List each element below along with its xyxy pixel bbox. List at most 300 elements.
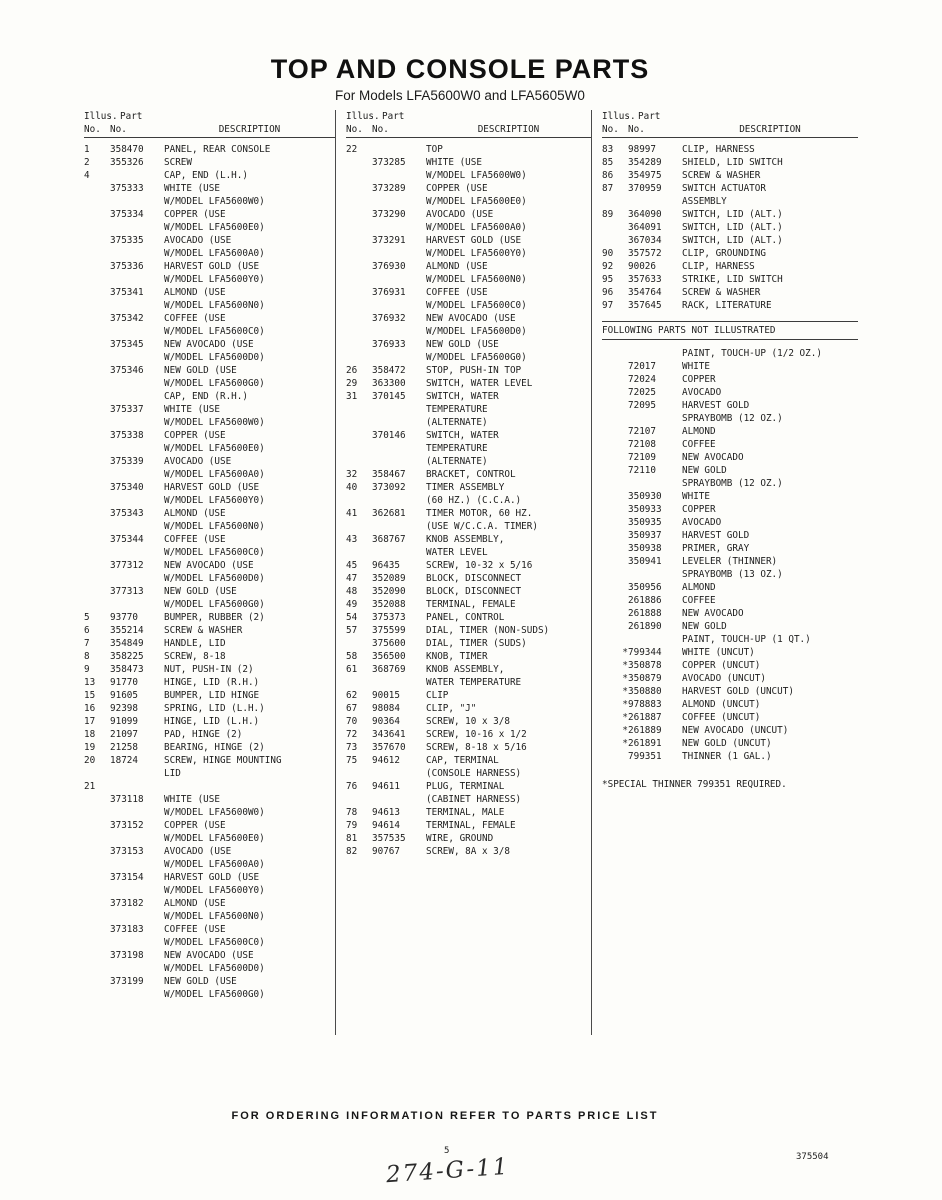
illus-number: [84, 494, 110, 507]
table-row: [84, 169, 335, 182]
illus-number: 54: [346, 612, 358, 623]
table-row: [346, 598, 591, 611]
table-row: [84, 559, 335, 572]
parts-columns: [84, 110, 858, 1035]
column-header-row-1: [346, 110, 591, 123]
illus-number: [346, 182, 372, 195]
part-description: W/MODEL LFA5600A0): [164, 248, 265, 259]
table-row: [84, 273, 335, 286]
illus-number: 57: [346, 625, 358, 636]
illus-number: 31: [346, 391, 358, 402]
part-number: [628, 568, 682, 581]
part-description: COPPER: [682, 504, 716, 515]
part-number: [110, 377, 164, 390]
part-description: W/MODEL LFA5600Y0): [164, 495, 265, 506]
illus-number: [602, 568, 628, 581]
part-number: 377312: [110, 560, 144, 571]
part-number: 91099: [110, 716, 138, 727]
part-number: 370145: [372, 391, 406, 402]
part-description: COPPER (USE: [164, 430, 226, 441]
table-row: [602, 260, 858, 273]
illus-number: 96: [602, 287, 614, 298]
illus-number: [84, 923, 110, 936]
part-number: 375334: [110, 209, 144, 220]
part-number: 376932: [372, 313, 406, 324]
part-description: W/MODEL LFA5600E0): [164, 443, 265, 454]
part-description: W/MODEL LFA5600N0): [164, 300, 265, 311]
illus-number: [84, 481, 110, 494]
part-description: HINGE, LID (R.H.): [164, 677, 260, 688]
part-number: 375337: [110, 404, 144, 415]
part-description: SCREW, 8A x 3/8: [426, 846, 510, 857]
part-description: (CONSOLE HARNESS): [426, 768, 522, 779]
table-row: [84, 494, 335, 507]
illus-number: [602, 234, 628, 247]
part-number: [110, 494, 164, 507]
illus-number: 47: [346, 573, 358, 584]
table-row: [346, 663, 591, 676]
document-header: [0, 54, 920, 103]
illus-number: 17: [84, 716, 96, 727]
part-description: (USE W/C.C.A. TIMER): [426, 521, 538, 532]
part-description: CAP, TERMINAL: [426, 755, 499, 766]
part-description: PANEL, REAR CONSOLE: [164, 144, 271, 155]
illus-number: 1: [84, 144, 90, 155]
part-description: NEW AVOCADO (UNCUT): [682, 725, 789, 736]
table-row: [84, 923, 335, 936]
table-row: [602, 360, 858, 373]
part-description: HARVEST GOLD (UNCUT): [682, 686, 794, 697]
parts-column-2: [335, 110, 591, 1035]
illus-number: [84, 208, 110, 221]
illus-number: [84, 767, 110, 780]
table-row: [602, 438, 858, 451]
part-number: 373285: [372, 157, 406, 168]
part-number: [372, 520, 426, 533]
part-description: ALMOND: [682, 582, 716, 593]
table-row: [84, 390, 335, 403]
part-description: (ALTERNATE): [426, 456, 488, 467]
part-number: 375599: [372, 625, 406, 636]
part-description: BEARING, HINGE (2): [164, 742, 265, 753]
illus-number: 26: [346, 365, 358, 376]
table-row: [346, 247, 591, 260]
part-description: COPPER (USE: [426, 183, 488, 194]
illus-number: [346, 494, 372, 507]
table-row: [602, 221, 858, 234]
table-row: [602, 672, 858, 685]
table-row: [346, 351, 591, 364]
table-row: [602, 412, 858, 425]
part-description: HARVEST GOLD: [682, 530, 750, 541]
part-number: [372, 793, 426, 806]
table-row: [346, 780, 591, 793]
table-row: [84, 871, 335, 884]
part-number: 72025: [628, 387, 656, 398]
table-row: [346, 481, 591, 494]
illus-number: 6: [84, 625, 90, 636]
table-row: [84, 260, 335, 273]
table-row: [84, 403, 335, 416]
part-description: AVOCADO (UNCUT): [682, 673, 766, 684]
part-number: 373289: [372, 183, 406, 194]
part-description: PAINT, TOUCH-UP (1 QT.): [682, 634, 811, 645]
part-number: [372, 546, 426, 559]
illus-number: [84, 858, 110, 871]
part-number: *261887: [622, 712, 662, 723]
part-number: [110, 858, 164, 871]
parts-rows: [602, 143, 858, 791]
part-number: 350935: [628, 517, 662, 528]
part-number: 90364: [372, 716, 400, 727]
column-header-row-2: [84, 123, 335, 136]
part-header-label: Part: [120, 111, 143, 122]
table-row: [84, 793, 335, 806]
part-description: W/MODEL LFA5600Y0): [164, 274, 265, 285]
parts-column-1: [84, 110, 335, 1035]
part-description: W/MODEL LFA5600C0): [164, 937, 265, 948]
table-row: [602, 451, 858, 464]
illus-number: [346, 195, 372, 208]
table-row: [346, 390, 591, 403]
part-description: DIAL, TIMER (SUDS): [426, 638, 527, 649]
table-row: [602, 542, 858, 555]
illus-number: 41: [346, 508, 358, 519]
part-number: [372, 494, 426, 507]
part-description: AVOCADO (USE: [426, 209, 494, 220]
table-row: [346, 741, 591, 754]
table-row: [602, 299, 858, 312]
illus-number: 92: [602, 261, 614, 272]
table-row: [84, 806, 335, 819]
table-row: [602, 286, 858, 299]
part-description: THINNER (1 GAL.): [682, 751, 772, 762]
table-row: [346, 650, 591, 663]
part-description: AVOCADO (USE: [164, 846, 232, 857]
illus-number: 76: [346, 781, 358, 792]
illus-number: 86: [602, 170, 614, 181]
table-row: [84, 702, 335, 715]
table-row: [602, 594, 858, 607]
part-number: 375373: [372, 612, 406, 623]
table-row: [346, 195, 591, 208]
part-number: 373183: [110, 924, 144, 935]
part-description: SCREW, HINGE MOUNTING: [164, 755, 282, 766]
page-title: TOP AND CONSOLE PARTS: [270, 54, 650, 84]
table-row: [346, 429, 591, 442]
illus-number: [602, 425, 628, 438]
illus-number: [84, 936, 110, 949]
part-description: AVOCADO (USE: [164, 456, 232, 467]
part-number: 21258: [110, 742, 138, 753]
part-description: SPRAYBOMB (12 OZ.): [682, 413, 783, 424]
illus-number: [602, 464, 628, 477]
part-description: COPPER (USE: [164, 820, 226, 831]
table-row: [346, 169, 591, 182]
table-row: [84, 676, 335, 689]
illus-number: [84, 390, 110, 403]
part-number: [110, 936, 164, 949]
part-number: 352090: [372, 586, 406, 597]
part-description: KNOB ASSEMBLY,: [426, 664, 505, 675]
table-row: [84, 208, 335, 221]
table-row: [602, 698, 858, 711]
table-row: [346, 533, 591, 546]
table-row: [602, 724, 858, 737]
part-number: [628, 195, 682, 208]
column-header-row-1: [602, 110, 858, 123]
table-row: [346, 611, 591, 624]
part-number: 375345: [110, 339, 144, 350]
part-number: 21097: [110, 729, 138, 740]
ordering-note: FOR ORDERING INFORMATION REFER TO PARTS PRICE LIST: [231, 1110, 659, 1122]
table-row: [346, 273, 591, 286]
page-subtitle: For Models LFA5600W0 and LFA5605W0: [335, 88, 585, 103]
part-number: 375333: [110, 183, 144, 194]
part-description: ALMOND (USE: [164, 287, 226, 298]
part-number: 357670: [372, 742, 406, 753]
part-number: 373290: [372, 209, 406, 220]
part-number: 370146: [372, 430, 406, 441]
table-row: [84, 286, 335, 299]
part-description: W/MODEL LFA5600D0): [164, 352, 265, 363]
part-description: COPPER (UNCUT): [682, 660, 761, 671]
table-row: [346, 494, 591, 507]
illus-number: 82: [346, 846, 358, 857]
illus-number: [346, 793, 372, 806]
table-row: [346, 767, 591, 780]
illus-header-label: Illus.: [84, 111, 118, 122]
illus-number: 58: [346, 651, 358, 662]
table-row: [84, 195, 335, 208]
part-number: 72017: [628, 361, 656, 372]
table-row: [84, 858, 335, 871]
illus-number: [346, 767, 372, 780]
part-number: *799344: [622, 647, 662, 658]
illus-number: 89: [602, 209, 614, 220]
illus-number: [346, 156, 372, 169]
illus-number: 43: [346, 534, 358, 545]
illus-number: [346, 286, 372, 299]
illus-number: 87: [602, 183, 614, 194]
table-row: [84, 611, 335, 624]
illus-number: [602, 451, 628, 464]
part-number: 367034: [628, 235, 662, 246]
table-row: [602, 425, 858, 438]
part-number: 368767: [372, 534, 406, 545]
part-description: COPPER (USE: [164, 209, 226, 220]
table-row: [84, 221, 335, 234]
part-number: 355214: [110, 625, 144, 636]
part-number: 368769: [372, 664, 406, 675]
illus-number: 81: [346, 833, 358, 844]
table-row: [602, 273, 858, 286]
illus-number: [346, 351, 372, 364]
part-description: NEW GOLD (UNCUT): [682, 738, 772, 749]
part-description: W/MODEL LFA5600E0): [164, 833, 265, 844]
illus-number: [346, 520, 372, 533]
part-description: ALMOND: [682, 426, 716, 437]
part-number: [110, 780, 164, 793]
illus-number: [84, 793, 110, 806]
part-description: SWITCH, LID (ALT.): [682, 209, 783, 220]
part-description: PANEL, CONTROL: [426, 612, 505, 623]
illus-number: [346, 637, 372, 650]
illus-number: [84, 403, 110, 416]
column-header-row-2: [346, 123, 591, 136]
illus-number: [602, 412, 628, 425]
table-row: [84, 156, 335, 169]
illus-number: [84, 819, 110, 832]
part-number: 350930: [628, 491, 662, 502]
illus-number: [84, 312, 110, 325]
part-description: HARVEST GOLD (USE: [164, 872, 260, 883]
part-description: CLIP, HARNESS: [682, 144, 755, 155]
part-number: 357572: [628, 248, 662, 259]
table-row: [602, 581, 858, 594]
part-number: 373118: [110, 794, 144, 805]
table-row: [602, 208, 858, 221]
part-number: 376933: [372, 339, 406, 350]
part-description: W/MODEL LFA5600E0): [426, 196, 527, 207]
illus-number: [346, 208, 372, 221]
part-description: LID: [164, 768, 181, 779]
illus-number: [346, 299, 372, 312]
part-number: [372, 143, 426, 156]
illus-number: [346, 312, 372, 325]
part-number: 90026: [628, 261, 656, 272]
part-number: [372, 299, 426, 312]
part-description: COFFEE: [682, 595, 716, 606]
table-row: [602, 464, 858, 477]
part-number: 94613: [372, 807, 400, 818]
part-description: CAP, END (R.H.): [164, 391, 248, 402]
table-row: [84, 455, 335, 468]
part-description: W/MODEL LFA5600A0): [164, 859, 265, 870]
part-number: [110, 169, 164, 182]
table-row: [84, 338, 335, 351]
table-row: [602, 568, 858, 581]
part-description: TEMPERATURE: [426, 443, 488, 454]
table-row: [346, 845, 591, 858]
part-description: HINGE, LID (L.H.): [164, 716, 260, 727]
table-row: [84, 234, 335, 247]
part-description: TIMER ASSEMBLY: [426, 482, 505, 493]
table-row: [346, 325, 591, 338]
illus-number: 15: [84, 690, 96, 701]
parts-rows: [84, 143, 335, 1001]
illus-number: [84, 442, 110, 455]
part-description: ALMOND (USE: [426, 261, 488, 272]
part-description: (60 HZ.) (C.C.A.): [426, 495, 522, 506]
illus-number: 8: [84, 651, 90, 662]
table-row: [346, 702, 591, 715]
part-number: *350880: [622, 686, 662, 697]
table-row: [84, 598, 335, 611]
part-number: 358470: [110, 144, 144, 155]
part-number: 354764: [628, 287, 662, 298]
illus-number: [602, 607, 628, 620]
table-row: [84, 546, 335, 559]
column-header-row-2: [602, 123, 858, 136]
table-row: [346, 286, 591, 299]
table-row: [346, 299, 591, 312]
section-header-not-illustrated: FOLLOWING PARTS NOT ILLUSTRATED: [602, 321, 858, 340]
table-row: [346, 260, 591, 273]
illus-number: [602, 373, 628, 386]
illus-number: [346, 273, 372, 286]
part-description: SPRAYBOMB (12 OZ.): [682, 478, 783, 489]
illus-number: [84, 949, 110, 962]
table-row: [84, 429, 335, 442]
illus-number: [84, 520, 110, 533]
parts-column-3: [591, 110, 858, 1035]
illus-number: [346, 416, 372, 429]
part-description: SCREW, 10-16 x 1/2: [426, 729, 527, 740]
part-description: TIMER MOTOR, 60 HZ.: [426, 508, 533, 519]
part-description: SPRING, LID (L.H.): [164, 703, 265, 714]
part-number: 350941: [628, 556, 662, 567]
part-number: 72024: [628, 374, 656, 385]
part-number: [372, 169, 426, 182]
table-row: [84, 715, 335, 728]
illus-number: 79: [346, 820, 358, 831]
illus-number: 20: [84, 755, 96, 766]
table-row: [602, 195, 858, 208]
table-row: [602, 234, 858, 247]
part-description: W/MODEL LFA5600G0): [164, 599, 265, 610]
table-row: [346, 520, 591, 533]
illus-number: [602, 195, 628, 208]
part-number: 98084: [372, 703, 400, 714]
part-number: 72107: [628, 426, 656, 437]
part-description: LEVELER (THINNER): [682, 556, 778, 567]
part-number: [110, 442, 164, 455]
part-description: ALMOND (UNCUT): [682, 699, 761, 710]
illus-number: [84, 377, 110, 390]
part-number: [110, 247, 164, 260]
table-row: [346, 793, 591, 806]
illus-number: [346, 403, 372, 416]
part-number: 375339: [110, 456, 144, 467]
illus-number: [84, 585, 110, 598]
illus-number: [84, 988, 110, 1001]
table-row: [602, 143, 858, 156]
part-number: 358225: [110, 651, 144, 662]
part-number: [110, 221, 164, 234]
illus-number: 95: [602, 274, 614, 285]
part-number: [110, 520, 164, 533]
part-description: W/MODEL LFA5600C0): [426, 300, 527, 311]
part-description: W/MODEL LFA5600D0): [164, 573, 265, 584]
table-row: [84, 442, 335, 455]
illus-number: [84, 507, 110, 520]
part-number: *978883: [622, 699, 662, 710]
part-description: W/MODEL LFA5600C0): [164, 326, 265, 337]
illus-number: [84, 533, 110, 546]
part-description: WIRE, GROUND: [426, 833, 494, 844]
table-row: [84, 585, 335, 598]
illus-number: [84, 975, 110, 988]
part-description: TERMINAL, FEMALE: [426, 599, 516, 610]
table-row: [346, 572, 591, 585]
table-row: [84, 988, 335, 1001]
illus-number: 4: [84, 170, 90, 181]
illus-number: [84, 416, 110, 429]
table-row: [84, 884, 335, 897]
illus-number: 5: [84, 612, 90, 623]
part-number: 364091: [628, 222, 662, 233]
